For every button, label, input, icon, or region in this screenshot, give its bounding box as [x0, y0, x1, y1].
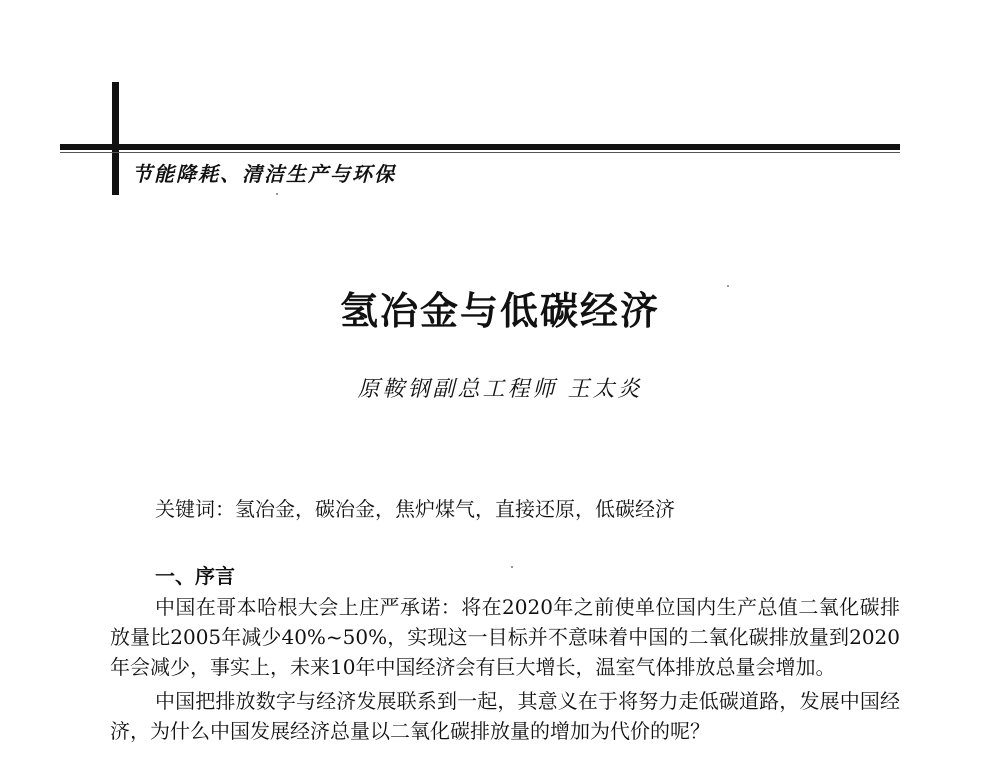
keywords-text: 氢冶金，碳冶金，焦炉煤气，直接还原，低碳经济	[235, 497, 675, 521]
scan-speck	[511, 566, 513, 568]
keywords-label: 关键词：	[155, 497, 235, 521]
keywords-line	[155, 493, 675, 522]
article-title: 氢冶金与低碳经济	[339, 288, 660, 333]
section-vertical-rule	[112, 82, 119, 195]
section-heading: 一、序言	[155, 564, 235, 588]
section-horizontal-rule-thin	[60, 152, 900, 153]
body-text	[110, 592, 900, 750]
paragraph: 中国在哥本哈根大会上庄严承诺：将在2020年之前使单位国内生产总值二氧化碳排放量比2005年减少40%~50%，实现这一目标并不意味着中国的二氧化碳排放量到2020年会减少，事实上，未来10年中国经济会有巨大增长，温室气体排放总量会增加。	[110, 595, 900, 679]
paragraph: 中国把排放数字与经济发展联系到一起，其意义在于将努力走低碳道路，发展中国经济，为什么中国发展经济总量以二氧化碳排放量的增加为代价的呢？	[110, 689, 900, 743]
section-label: 节能降耗、清洁生产与环保	[132, 162, 396, 186]
scan-speck	[727, 285, 729, 287]
scan-speck	[276, 193, 278, 195]
article-author: 原鞍钢副总工程师 王太炎	[357, 377, 643, 402]
section-horizontal-rule	[60, 144, 900, 150]
